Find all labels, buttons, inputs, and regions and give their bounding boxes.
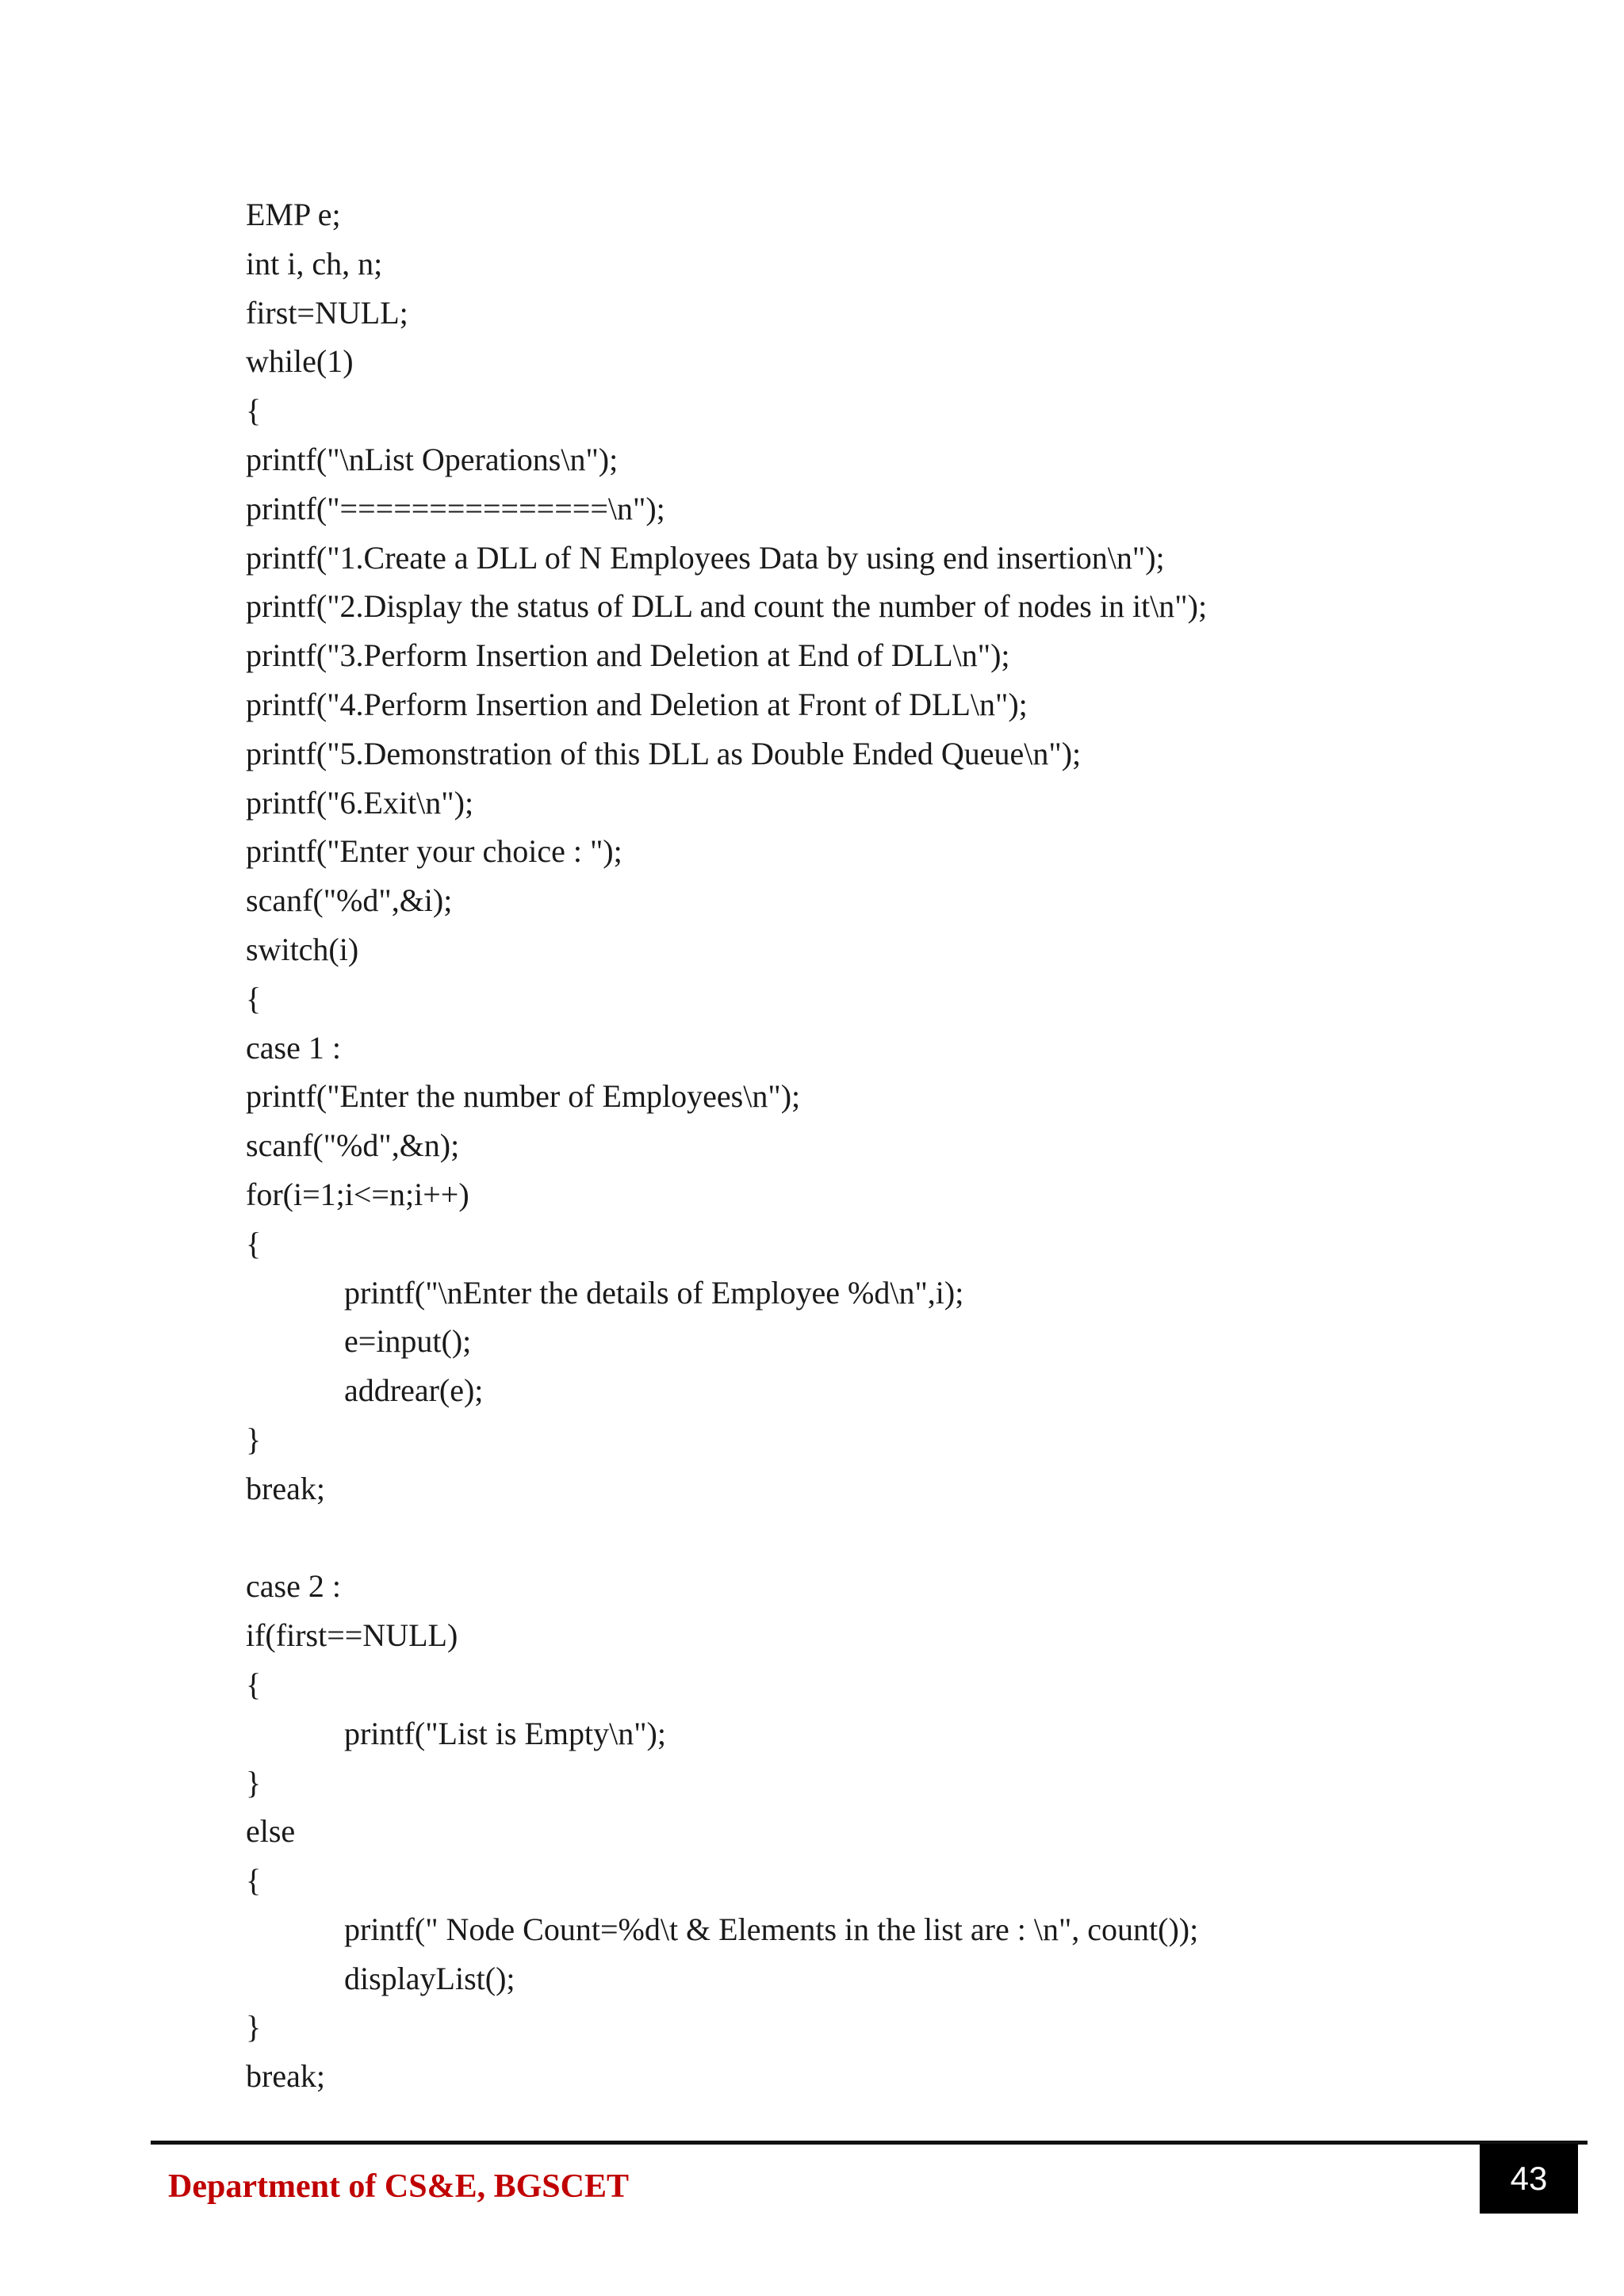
code-line: { xyxy=(246,980,262,1016)
code-line: } xyxy=(246,1421,262,1457)
code-line: printf("3.Perform Insertion and Deletion at End of DLL\n"); xyxy=(246,637,1010,674)
code-line: { xyxy=(246,1666,262,1702)
code-line: printf("===============\n"); xyxy=(246,490,665,526)
code-line: } xyxy=(246,1764,262,1800)
code-line: printf("5.Demonstration of this DLL as Double Ended Queue\n"); xyxy=(246,735,1082,771)
code-line: EMP e; xyxy=(246,197,341,232)
code-line: printf(" Node Count=%d\t & Elements in the list are : \n", count()); xyxy=(344,1911,1199,1947)
code-line: displayList(); xyxy=(344,1960,515,1996)
code-line: else xyxy=(246,1813,296,1850)
code-line: printf("Enter your choice : "); xyxy=(246,833,622,870)
code-line: e=input(); xyxy=(344,1323,472,1360)
page-number: 43 xyxy=(1480,2144,1578,2214)
code-line: if(first==NULL) xyxy=(246,1617,458,1654)
code-line: { xyxy=(246,392,262,429)
code-line: first=NULL; xyxy=(246,294,408,331)
code-line: scanf("%d",&i); xyxy=(246,882,453,919)
code-line: printf("2.Display the status of DLL and count the number of nodes in it\n"); xyxy=(246,588,1208,625)
code-line: printf("1.Create a DLL of N Employees Data by using end insertion\n"); xyxy=(246,539,1165,576)
code-line: addrear(e); xyxy=(344,1372,484,1409)
code-line: break; xyxy=(246,1470,325,1506)
code-line: for(i=1;i<=n;i++) xyxy=(246,1176,469,1212)
code-line: printf("\nList Operations\n"); xyxy=(246,441,619,477)
footer-divider xyxy=(151,2141,1588,2145)
code-line: case 2 : xyxy=(246,1568,341,1605)
code-line: switch(i) xyxy=(246,931,359,967)
code-line: printf("\nEnter the details of Employee %d\n",i); xyxy=(344,1274,964,1311)
code-line: printf("4.Perform Insertion and Deletion at Front of DLL\n"); xyxy=(246,686,1028,722)
code-line: } xyxy=(246,2009,262,2045)
code-line: break; xyxy=(246,2058,325,2095)
code-line: case 1 : xyxy=(246,1029,341,1066)
code-line: int i, ch, n; xyxy=(246,245,383,281)
code-line: printf("List is Empty\n"); xyxy=(344,1715,666,1751)
code-line: { xyxy=(246,1225,262,1261)
code-line: { xyxy=(246,1862,262,1899)
code-line: printf("6.Exit\n"); xyxy=(246,784,474,821)
code-line: while(1) xyxy=(246,343,354,380)
footer-department: Department of CS&E, BGSCET xyxy=(168,2168,630,2205)
code-listing xyxy=(246,190,1546,2101)
code-line: scanf("%d",&n); xyxy=(246,1127,460,1164)
code-line: printf("Enter the number of Employees\n"); xyxy=(246,1078,801,1115)
code-line xyxy=(246,1513,1546,1563)
